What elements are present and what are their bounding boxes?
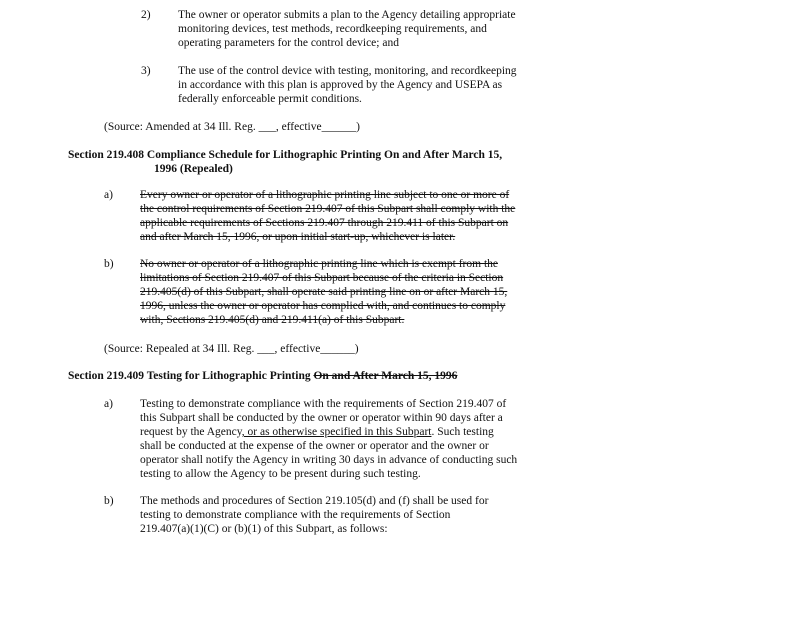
text-line: operator shall notify the Agency in writing 30 days in advance of conducting such [140, 454, 518, 466]
section-408-a-text [140, 188, 515, 244]
heading-struck-text: On and After March 15, 1996 [313, 370, 458, 382]
text-line: The use of the control device with testing, monitoring, and recordkeeping [178, 65, 517, 77]
text-line: this Subpart shall be conducted by the owner or operator within 90 days after a [140, 412, 503, 424]
struck-line: limitations of Section 219.407 of this Subpart because of the criteria in Section [140, 272, 504, 284]
item-3-text [178, 64, 517, 106]
heading-line-2: 1996 (Repealed) [154, 163, 233, 175]
text-line: Testing to demonstrate compliance with the requirements of Section 219.407 of [140, 398, 507, 410]
item-3-number: 3) [141, 65, 151, 77]
section-219-409-heading [68, 369, 457, 383]
struck-line: with, Sections 219.405(d) and 219.411(a) of this Subpart. [140, 314, 405, 326]
section-409-b-label: b) [104, 495, 114, 507]
struck-line: the control requirements of Section 219.407 of this Subpart shall comply with the [140, 203, 516, 215]
item-2-number: 2) [141, 9, 151, 21]
text-line: shall be conducted at the expense of the owner or operator and the owner or [140, 440, 489, 452]
section-408-b-label: b) [104, 258, 114, 270]
section-408-b-text [140, 257, 507, 327]
text-line: in accordance with this plan is approved by the Agency and USEPA as [178, 79, 503, 91]
section-409-a-text [140, 397, 517, 481]
struck-line: applicable requirements of Sections 219.407 through 219.411 of this Subpart on [140, 217, 509, 229]
section-408-a-label: a) [104, 189, 113, 201]
text-run: . Such testing [431, 426, 494, 438]
text-line-with-insertion [140, 425, 517, 439]
section-409-a-label: a) [104, 398, 113, 410]
text-line: 219.407(a)(1)(C) or (b)(1) of this Subpart, as follows: [140, 523, 388, 535]
source-note-repealed: (Source: Repealed at 34 Ill. Reg. ___, effective______) [104, 343, 359, 355]
heading-line-1: Section 219.408 Compliance Schedule for Lithographic Printing On and After March 15, [68, 149, 503, 161]
inserted-text: , or as otherwise specified in this Subpart [241, 426, 432, 438]
text-line: The methods and procedures of Section 219.105(d) and (f) shall be used for [140, 495, 489, 507]
source-note-amended: (Source: Amended at 34 Ill. Reg. ___, effective______) [104, 121, 360, 133]
text-line: testing to allow the Agency to be present during such testing. [140, 468, 421, 480]
struck-line: 1996, unless the owner or operator has complied with, and continues to comply [140, 300, 506, 312]
struck-line: 219.405(d) of this Subpart, shall operate said printing line on or after March 15, [140, 286, 508, 298]
section-409-b-text [140, 494, 488, 536]
text-line: operating parameters for the control device; and [178, 37, 399, 49]
item-2-text [178, 8, 516, 50]
struck-line: and after March 15, 1996, or upon initial start-up, whichever is later. [140, 231, 456, 243]
text-line: testing to demonstrate compliance with the requirements of Section [140, 509, 451, 521]
text-run: request by the Agency [140, 426, 242, 438]
text-line: The owner or operator submits a plan to the Agency detailing appropriate [178, 9, 516, 21]
text-line: monitoring devices, test methods, recordkeeping requirements, and [178, 23, 487, 35]
struck-line: No owner or operator of a lithographic printing line which is exempt from the [140, 258, 498, 270]
section-219-408-heading [68, 148, 502, 176]
text-line: federally enforceable permit conditions. [178, 93, 362, 105]
struck-line: Every owner or operator of a lithographic printing line subject to one or more of [140, 189, 510, 201]
heading-text: Section 219.409 Testing for Lithographic Printing [68, 370, 314, 382]
